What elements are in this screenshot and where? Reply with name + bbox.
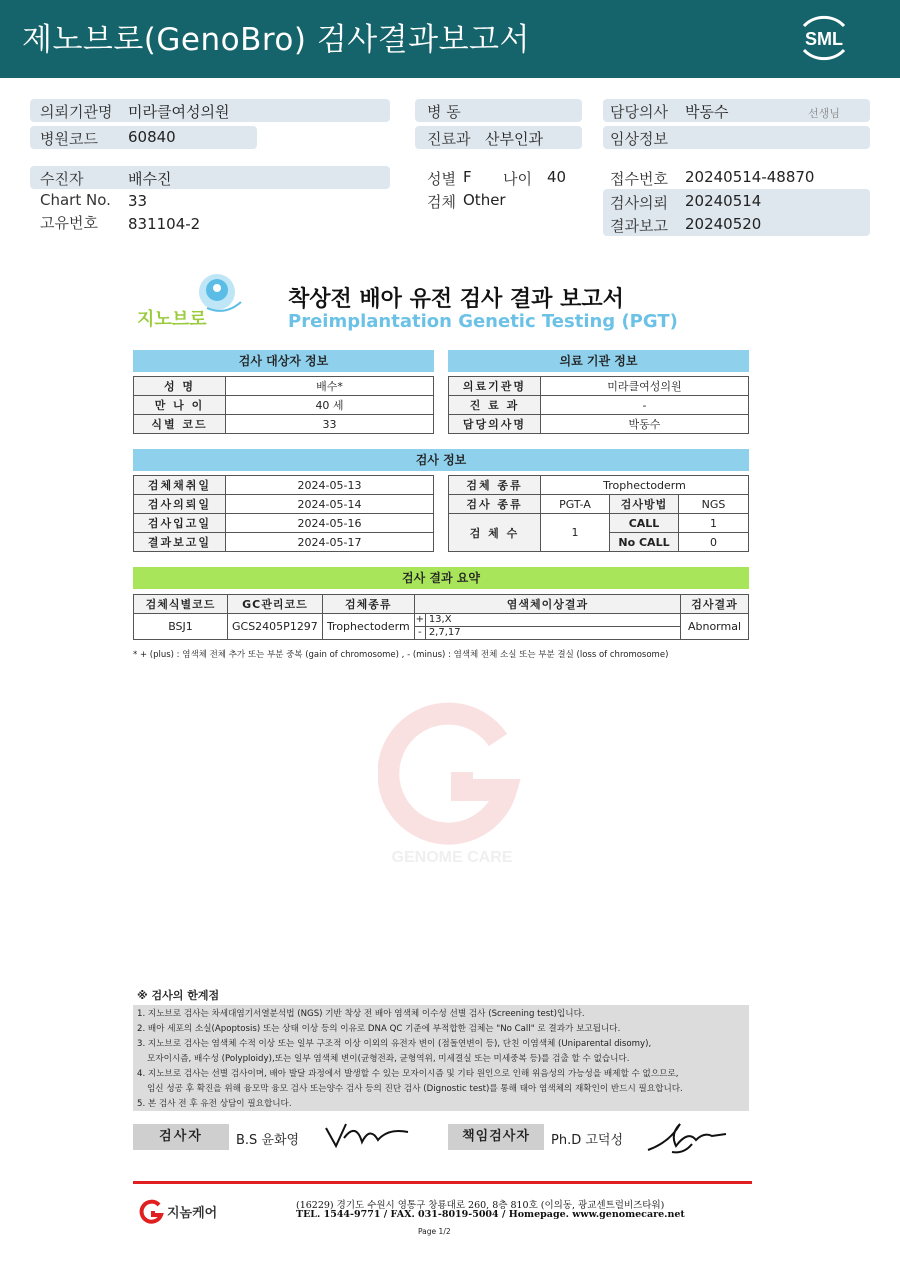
nocall-key: No CALL — [610, 533, 679, 552]
footer-divider — [133, 1181, 752, 1184]
id-value: 831104-2 — [128, 215, 201, 233]
limitations-title: ※ 검사의 한계점 — [137, 989, 220, 1002]
table-row — [134, 533, 434, 552]
examiner-label: 검사자 — [133, 1124, 229, 1150]
request-org-label: 의뢰기관명 — [40, 103, 113, 121]
sex-label: 성별 — [427, 170, 456, 188]
table-row — [134, 614, 749, 640]
table-row — [449, 415, 749, 434]
chart-label: Chart No. — [40, 191, 111, 209]
table-row — [134, 476, 434, 495]
request-date-label: 검사의뢰 — [610, 194, 668, 212]
limitation-line: 1. 지노브로 검사는 차세대염기서열분석법 (NGS) 기반 착상 전 배아 염색체 이수성 선별 검사 (Screening test)입니다. — [137, 1009, 585, 1019]
dept-label: 진료과 — [427, 130, 471, 148]
test-type-key: 검사 종류 — [449, 495, 541, 514]
test-dates-table — [133, 475, 434, 552]
table-key: 진 료 과 — [449, 396, 541, 415]
sex-value: F — [463, 168, 472, 186]
table-key: 결과보고일 — [134, 533, 226, 552]
table-value: 2024-05-17 — [226, 533, 434, 552]
method-value: NGS — [679, 495, 749, 514]
table-key: 검체채취일 — [134, 476, 226, 495]
report-date-value: 20240520 — [685, 215, 762, 233]
table-row — [449, 396, 749, 415]
nocall-value: 0 — [679, 533, 749, 552]
reception-value: 20240514-48870 — [685, 168, 815, 186]
specimen-label: 검체 — [427, 193, 456, 211]
call-value: 1 — [679, 514, 749, 533]
gc-code-cell: GCS2405P1297 — [228, 614, 323, 640]
summary-section-header: 검사 결과 요약 — [133, 567, 749, 589]
report-date-label: 결과보고 — [610, 217, 668, 235]
limitation-line: 3. 지노브로 검사는 염색체 수적 이상 또는 일부 구조적 이상 이외의 유전자 변이 (점돌연변이 등), 단친 이염색체 (Uniparental disomy), — [137, 1039, 652, 1049]
footer-contact: TEL. 1544-9771 / FAX. 031-8019-5004 / Homepage. www.genomecare.net — [296, 1209, 685, 1220]
test-type-table — [448, 475, 749, 552]
patient-row — [30, 166, 390, 189]
table-row — [134, 396, 434, 415]
institution-section-header: 의료 기관 정보 — [448, 350, 749, 372]
reception-label: 접수번호 — [610, 170, 668, 188]
limitation-line: 모자이시즘, 배수성 (Polyploidy),또는 일부 염색체 변이(균형전좌, 균형역위, 미세결실 또는 미세중복 등)를 검출 할 수 없습니다. — [147, 1054, 630, 1064]
column-header: 염색체이상결과 — [414, 595, 680, 614]
minus-sign: - — [415, 627, 426, 639]
supervisor-label: 책임검사자 — [448, 1124, 544, 1150]
loss-value: 2,7,17 — [428, 627, 461, 638]
table-key: 의료기관명 — [449, 377, 541, 396]
gain-value: 13,X — [428, 614, 452, 625]
sample-id-cell: BSJ1 — [134, 614, 228, 640]
genome-care-watermark-icon — [378, 702, 526, 870]
specimen-type-value: Trophectoderm — [541, 476, 749, 495]
age-label: 나이 — [503, 170, 532, 188]
table-value: 40 세 — [226, 396, 434, 415]
table-row — [449, 476, 749, 495]
doctor-suffix: 선생님 — [808, 107, 840, 120]
column-header: 검체식별코드 — [134, 595, 228, 614]
table-value: 2024-05-16 — [226, 514, 434, 533]
genobro-logo-text: 지노브로 — [137, 309, 207, 330]
id-label: 고유번호 — [40, 214, 98, 232]
limitation-line: 2. 배아 세포의 소실(Apoptosis) 또는 상태 이상 등의 이유로 DNA QC 기준에 부적합한 검체는 "No Call" 로 결과가 보고됩니다. — [137, 1024, 621, 1034]
request-date-value: 20240514 — [685, 192, 762, 210]
count-key: 검 체 수 — [449, 514, 541, 552]
patient-label: 수진자 — [40, 170, 84, 188]
report-title: 제노브로(GenoBro) 검사결과보고서 — [22, 22, 530, 58]
sml-logo-text: SML — [805, 29, 843, 49]
column-header: 검사결과 — [681, 595, 749, 614]
column-header: GC관리코드 — [228, 595, 323, 614]
document-title: 착상전 배아 유전 검사 결과 보고서 — [288, 287, 624, 312]
examiner-name: B.S 윤화영 — [236, 1133, 300, 1148]
loss-line — [415, 627, 680, 639]
table-row — [134, 514, 434, 533]
test-type-value: PGT-A — [541, 495, 610, 514]
watermark-text: GENOME CARE — [391, 849, 513, 866]
table-value: 배수* — [226, 377, 434, 396]
column-header: 검체종류 — [322, 595, 414, 614]
specimen-type-key: 검체 종류 — [449, 476, 541, 495]
result-cell: Abnormal — [681, 614, 749, 640]
table-key: 만 나 이 — [134, 396, 226, 415]
table-key: 성 명 — [134, 377, 226, 396]
hospital-code-label: 병원코드 — [40, 130, 98, 148]
supervisor-name: Ph.D 고덕성 — [551, 1133, 624, 1148]
table-row — [449, 495, 749, 514]
page-number: Page 1/2 — [418, 1227, 451, 1236]
sml-logo-icon — [796, 12, 852, 64]
hospital-code-value: 60840 — [128, 128, 176, 146]
chromosome-result-cell — [414, 614, 680, 640]
footer-address: (16229) 경기도 수원시 영통구 창룡대로 260, 8층 810호 (이의동, 광교센트럴비즈타워) — [296, 1200, 665, 1211]
table-value: 2024-05-13 — [226, 476, 434, 495]
table-header-row — [134, 595, 749, 614]
count-value: 1 — [541, 514, 610, 552]
table-key: 검사입고일 — [134, 514, 226, 533]
patient-value: 배수진 — [128, 170, 172, 188]
subject-table — [133, 376, 434, 434]
clinical-label: 임상정보 — [610, 130, 668, 148]
gain-line — [415, 614, 680, 627]
test-info-section-header: 검사 정보 — [133, 449, 749, 471]
table-row — [134, 415, 434, 434]
subject-section-header: 검사 대상자 정보 — [133, 350, 434, 372]
table-row — [449, 514, 749, 533]
limitations-box — [133, 1005, 749, 1111]
table-key: 담당의사명 — [449, 415, 541, 434]
age-value: 40 — [547, 168, 567, 186]
genomecare-logo — [137, 1197, 227, 1225]
sample-type-cell: Trophectoderm — [322, 614, 414, 640]
limitation-line: 4. 지노브로 검사는 선별 검사이며, 배아 발달 과정에서 발생할 수 있는 모자이시즘 및 기타 원인으로 인해 위음성의 가능성을 배제할 수 없으므로, — [137, 1069, 679, 1079]
call-key: CALL — [610, 514, 679, 533]
document-subtitle: Preimplantation Genetic Testing (PGT) — [288, 311, 678, 332]
table-value: 2024-05-14 — [226, 495, 434, 514]
table-value: - — [541, 396, 749, 415]
method-key: 검사방법 — [610, 495, 679, 514]
request-org-value: 미라클여성의원 — [128, 103, 230, 121]
doctor-value: 박동수 — [685, 103, 729, 121]
summary-table — [133, 594, 749, 640]
supervisor-signature-icon — [640, 1114, 730, 1156]
limitation-line: 임신 성공 후 확진을 위해 융모막 융모 검사 또는양수 검사 등의 진단 검사 (Dignostic test)를 통해 태아 염색체의 재확인이 반드시 필요합니다. — [147, 1084, 683, 1094]
genomecare-logo-text: 지놈케어 — [167, 1206, 218, 1221]
limitation-line: 5. 본 검사 전 후 유전 상담이 필요합니다. — [137, 1099, 292, 1109]
summary-footnote: * + (plus) : 염색체 전체 추가 또는 부분 중복 (gain of chromosome) , - (minus) : 염색체 전체 소실 또는 부분 결실 (loss of chromosome) — [133, 650, 669, 660]
genomecare-logo-icon — [137, 1197, 227, 1225]
dept-value: 산부인과 — [485, 130, 543, 148]
plus-sign: + — [415, 614, 424, 625]
doctor-label: 담당의사 — [610, 103, 668, 121]
table-row — [449, 377, 749, 396]
table-key: 식별 코드 — [134, 415, 226, 434]
table-row — [134, 495, 434, 514]
ward-label: 병 동 — [427, 103, 461, 121]
table-value: 박동수 — [541, 415, 749, 434]
genobro-logo-icon — [137, 272, 247, 332]
chart-value: 33 — [128, 192, 148, 210]
specimen-value: Other — [463, 191, 506, 209]
examiner-signature-icon — [322, 1118, 412, 1154]
institution-table — [448, 376, 749, 434]
table-value: 미라클여성의원 — [541, 377, 749, 396]
table-value: 33 — [226, 415, 434, 434]
genobro-logo — [137, 272, 247, 332]
table-row — [134, 377, 434, 396]
table-key: 검사의뢰일 — [134, 495, 226, 514]
